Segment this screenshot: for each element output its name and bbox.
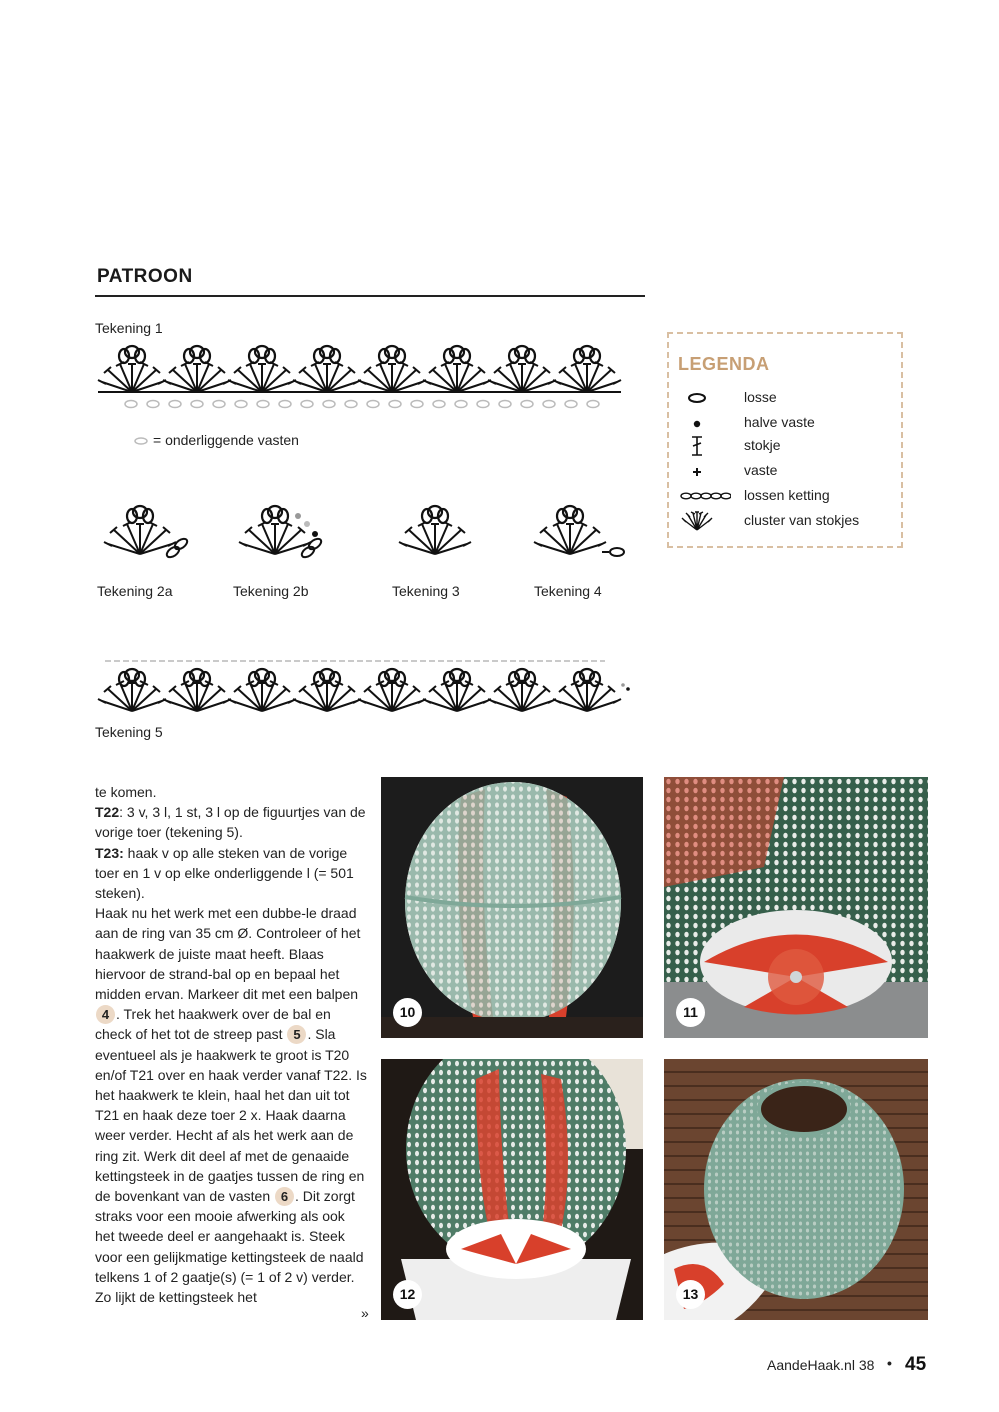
legend-title: LEGENDA xyxy=(678,354,770,374)
lampshade-image xyxy=(664,777,928,1038)
diagram-3-caption: Tekening 3 xyxy=(392,583,460,599)
step-number-6: 6 xyxy=(275,1187,294,1206)
instructions-text xyxy=(95,782,367,1307)
double-crochet-icon xyxy=(679,435,731,457)
diagram-1-caption: Tekening 1 xyxy=(95,320,163,336)
photo-number: 13 xyxy=(676,1280,705,1309)
photo-number: 10 xyxy=(393,998,422,1027)
legend-item: lossen ketting xyxy=(679,485,899,507)
photo-number: 11 xyxy=(676,998,705,1027)
page-number: 45 xyxy=(905,1354,927,1375)
underlying-note: = onderliggende vasten xyxy=(153,432,299,448)
footer-bullet: • xyxy=(887,1355,892,1371)
slip-stitch-icon xyxy=(679,412,731,434)
legend-item: cluster van stokjes xyxy=(679,510,899,532)
cluster-icon xyxy=(679,510,731,532)
photo-12 xyxy=(381,1059,643,1320)
legend-box xyxy=(667,332,903,548)
legend-item: vaste xyxy=(679,460,899,482)
instruction-t23: T23: haak v op alle steken van de vorige toer en 1 v op elke onderliggende l (= 501 steken). xyxy=(95,844,354,902)
instruction-t22: T22: 3 v, 3 l, 1 st, 3 l op de figuurtjes van de vorige toer (tekening 5). xyxy=(95,804,366,841)
diagram-1 xyxy=(95,344,635,414)
footer-source: AandeHaak.nl 38 xyxy=(767,1357,875,1373)
lampshade-image xyxy=(381,777,643,1038)
diagram-2a-caption: Tekening 2a xyxy=(97,583,173,599)
lampshade-image xyxy=(664,1059,928,1320)
chain-stitch-icon xyxy=(679,387,731,409)
photo-10 xyxy=(381,777,643,1038)
diagram-5 xyxy=(95,655,640,717)
underlying-stitch-icon xyxy=(133,436,149,446)
diagrams-2-4 xyxy=(95,500,655,570)
legend-item: halve vaste xyxy=(679,412,899,434)
diagram-4-caption: Tekening 4 xyxy=(534,583,602,599)
title-rule xyxy=(95,295,645,297)
photo-13 xyxy=(664,1059,928,1320)
step-number-5: 5 xyxy=(287,1025,306,1044)
lampshade-image xyxy=(381,1059,643,1320)
instruction-line: te komen. xyxy=(95,784,157,800)
single-crochet-icon xyxy=(679,460,731,482)
photo-number: 12 xyxy=(393,1280,422,1309)
diagram-2b-caption: Tekening 2b xyxy=(233,583,309,599)
section-title: PATROON xyxy=(97,266,193,287)
continue-arrow: » xyxy=(361,1305,369,1321)
instruction-paragraph: Haak nu het werk met een dubbe-le draad aan de ring van 35 cm Ø. Controleer of het haakwerk de juiste maat heeft. Blaas hiervoor de strand-bal op en bepaal het midden ervan. Markeer dit met een balpen 4 . Trek het haakwerk over de bal en check of het tot de streep past 5 . Sla eventueel als je haakwerk te groot is T20 en/of T21 over en haak verder vanaf T22. Is het haakwerk te klein, haal het dan uit tot T21 en haak deze toer 2 x. Haak daarna weer verder. Hecht af als het werk aan de ring zit. Werk dit deel af met de genaaide kettingsteek in de gaatjes tussen de ring en de bovenkant van de vasten 6 . Dit zorgt straks voor een mooie afwerking als ook het tweede deel er aangehaakt is. Steek voor een gelijkmatige kettingsteek de naald telkens 1 of 2 gaatje(s) (= 1 of 2 v) verder. Zo lijkt de kettingsteek het xyxy=(95,905,367,1306)
diagram-5-caption: Tekening 5 xyxy=(95,724,163,740)
photo-11 xyxy=(664,777,928,1038)
chain-row-icon xyxy=(679,485,731,507)
legend-item: stokje xyxy=(679,435,899,457)
step-number-4: 4 xyxy=(96,1005,115,1024)
legend-item: losse xyxy=(679,387,899,409)
